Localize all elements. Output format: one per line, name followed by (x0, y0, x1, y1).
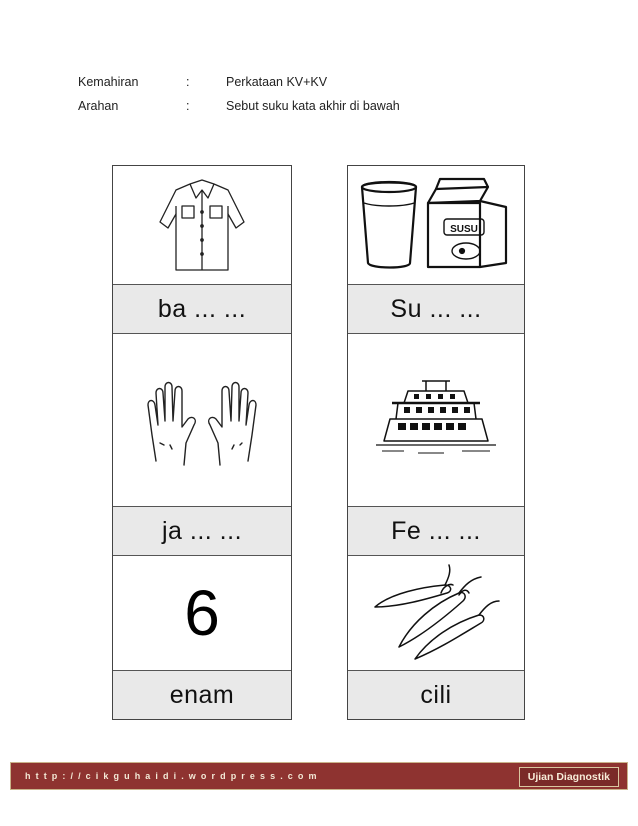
milk-carton-text: SUSU (450, 224, 478, 235)
footer-url-link[interactable]: http://cikguhaidi.wordpress.com (25, 771, 322, 781)
right-column (347, 165, 525, 720)
ferry-picture (348, 334, 524, 506)
footer-badge: Ujian Diagnostik (519, 767, 619, 787)
word-label-su: Su ... ... (348, 284, 524, 334)
number-six: 6 (184, 577, 220, 649)
skill-value: Perkataan KV+KV (226, 75, 328, 89)
word-label-fe: Fe ... ... (348, 506, 524, 556)
chili-picture (348, 556, 524, 670)
word-label-ja: ja ... ... (113, 506, 291, 556)
left-column (112, 165, 292, 720)
milk-icon (356, 177, 516, 273)
chili-icon (371, 563, 501, 663)
word-label-enam: enam (113, 670, 291, 719)
instruction-label: Arahan (78, 99, 119, 113)
shirt-icon (156, 176, 248, 274)
footer-bar (10, 762, 628, 790)
word-label-cili: cili (348, 670, 524, 719)
hands-picture (113, 334, 291, 506)
instruction-colon: : (186, 99, 190, 113)
hands-icon (142, 365, 262, 475)
instruction-value: Sebut suku kata akhir di bawah (226, 99, 400, 113)
skill-colon: : (186, 75, 190, 89)
word-label-ba: ba ... ... (113, 284, 291, 334)
shirt-picture (113, 166, 291, 284)
ferry-icon (374, 379, 498, 461)
milk-picture (348, 166, 524, 284)
skill-label: Kemahiran (78, 75, 139, 89)
number-picture (113, 556, 291, 670)
